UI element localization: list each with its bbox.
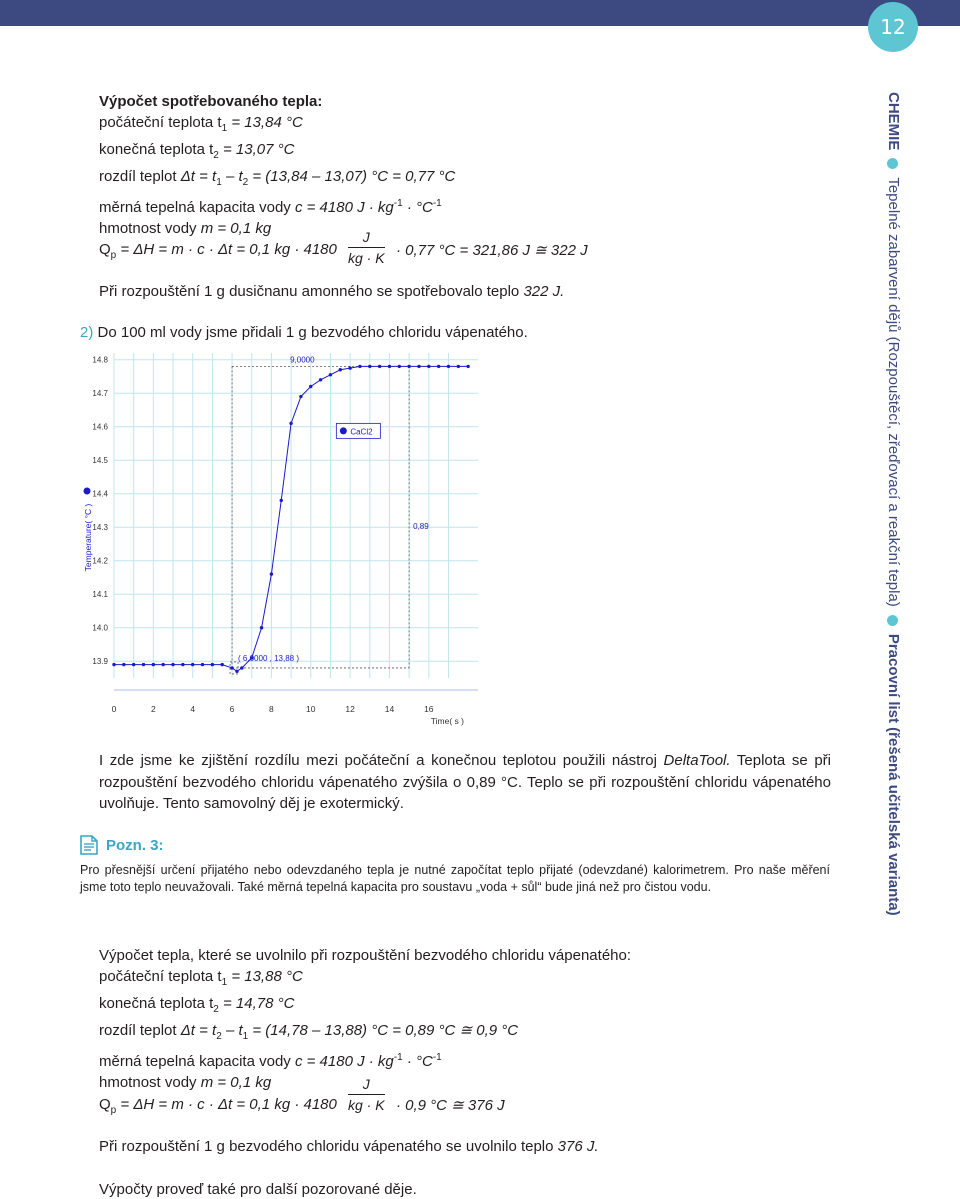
- calc1-conclusion: Při rozpouštění 1 g dusičnanu amonného se spotřebovalo teplo 322 J.: [99, 283, 565, 300]
- y-tick-label: 14.8: [92, 355, 108, 365]
- data-point: [152, 663, 155, 666]
- y-tick-label: 14.7: [92, 389, 108, 399]
- calc1-block: [99, 91, 455, 239]
- chart-background: [80, 345, 482, 727]
- calc2-formula: $Q_p = \Delta H = m \cdot c \cdot \Delta t = 0,1$ kg · 4180: [99, 1096, 337, 1116]
- data-point: [466, 365, 469, 368]
- data-point: [171, 663, 174, 666]
- annotation-diff: 0,89: [413, 522, 429, 532]
- data-point: [240, 666, 243, 669]
- x-tick-label: 10: [306, 704, 316, 714]
- y-tick-label: 14.3: [92, 523, 108, 533]
- data-point: [260, 626, 263, 629]
- annotation-top: 9,0000: [290, 355, 315, 365]
- data-point: [299, 395, 302, 398]
- question-2-number: 2): [80, 324, 94, 341]
- y-tick-label: 14.6: [92, 422, 108, 432]
- x-tick-label: 16: [424, 704, 434, 714]
- data-point: [191, 663, 194, 666]
- note-text: Pro přesnější určení přijatého nebo odevzdaného tepla je nutné započítat teplo přijaté (odevzdané) kalorimetrem. Pro naše měření jsme toto teplo neuvažovali. Také měrná tepelná kapacita pro soustavu „voda + sůl“ bude jiná než pro čistou vodu.: [80, 863, 830, 894]
- x-tick-label: 2: [150, 704, 156, 714]
- annotation-point: ( 6,0000 , 13,88 ): [238, 653, 299, 663]
- calc1-fraction: $\frac{J}{kg \cdot K}$: [348, 229, 385, 266]
- data-point: [368, 365, 371, 368]
- note-icon: [80, 835, 98, 855]
- data-point: [329, 373, 332, 376]
- x-tick-label: 14: [384, 704, 395, 714]
- sidebar-subject: CHEMIE: [885, 92, 902, 151]
- x-tick-label: 4: [190, 704, 196, 714]
- legend-label: CaCl2: [350, 427, 373, 437]
- calc1-heading: Výpočet spotřebovaného tepla:: [99, 93, 323, 110]
- data-point: [437, 365, 440, 368]
- calc2-line1: počáteční teplota $t_1 = 13,88$ °C: [99, 968, 303, 988]
- bullet-icon: [887, 615, 898, 626]
- question-2-text: Do 100 ml vody jsme přidali 1 g bezvodého chloridu vápenatého.: [93, 324, 528, 341]
- x-tick-label: 6: [229, 704, 235, 714]
- calc1-line5: hmotnost vody m = 0,1 kg: [99, 220, 272, 237]
- question-2: [80, 324, 528, 341]
- sidebar-worksheet: Pracovní list (řešená učitelská varianta): [885, 633, 902, 916]
- bullet-icon: [887, 158, 898, 169]
- y-axis-label: Temperature( °C ): [83, 503, 93, 572]
- data-point: [388, 365, 391, 368]
- data-point: [280, 499, 283, 502]
- calc1-line2: konečná teplota $t_2 = 13,07$ °C: [99, 141, 295, 161]
- chart-legend: [336, 423, 380, 438]
- data-point: [358, 365, 361, 368]
- data-point: [427, 365, 430, 368]
- x-axis-label: Time( s ): [430, 716, 464, 726]
- calc2-line2: konečná teplota $t_2 = 14,78$ °C: [99, 995, 295, 1015]
- y-tick-label: 13.9: [92, 657, 108, 667]
- y-tick-label: 14.2: [92, 556, 108, 566]
- x-tick-label: 12: [345, 704, 355, 714]
- data-point: [319, 378, 322, 381]
- x-tick-label: 0: [111, 704, 117, 714]
- calc1-line4: měrná tepelná kapacita vody c = 4180 $J \cdot kg^{-1} \cdot ^\circ C^{-1}$: [99, 198, 442, 216]
- calc2-heading: Výpočet tepla, které se uvolnilo při rozpouštění bezvodého chloridu vápenatého:: [99, 947, 632, 964]
- data-point: [417, 365, 420, 368]
- data-point: [201, 663, 204, 666]
- data-point: [161, 663, 164, 666]
- calc1-formula: $Q_p = \Delta H = m \cdot c \cdot \Delta t = 0,1$ kg · 4180: [99, 241, 337, 261]
- data-point: [142, 663, 145, 666]
- calc2-fraction: $\frac{J}{kg \cdot K}$: [348, 1076, 385, 1113]
- data-point: [230, 666, 233, 669]
- y-tick-label: 14.4: [92, 489, 108, 499]
- y-axis-marker-icon: [84, 488, 91, 495]
- top-bar: [0, 0, 960, 26]
- data-point: [122, 663, 125, 666]
- data-point: [398, 365, 401, 368]
- sidebar: [878, 92, 910, 916]
- calc2-line3: rozdíl teplot $\Delta t = t_2 - t_1 = (14,78 - 13,88) ^\circ C = 0,89$ °C ≅ 0,9 °C: [99, 1022, 519, 1042]
- calc2-line4: měrná tepelná kapacita vody c = 4180 $J \cdot kg^{-1} \cdot ^\circ C^{-1}$: [99, 1052, 442, 1070]
- sidebar-text: [885, 92, 902, 916]
- final-instruction: Výpočty proveď také pro další pozorované děje.: [99, 1181, 417, 1198]
- data-point: [112, 663, 115, 666]
- calc2-block: [99, 945, 631, 1093]
- data-point: [132, 663, 135, 666]
- deltatool-name: DeltaTool.: [663, 752, 731, 769]
- data-point: [181, 663, 184, 666]
- data-point: [378, 365, 381, 368]
- data-point: [235, 670, 238, 673]
- calc2-line5: hmotnost vody m = 0,1 kg: [99, 1074, 272, 1091]
- x-tick-label: 8: [269, 704, 274, 714]
- calc2-formula-result: · 0,9 °C ≅ 376 J: [396, 1097, 505, 1114]
- calc1-formula-result: · 0,77 °C = 321,86 J ≅ 322 J: [396, 242, 588, 259]
- data-point: [447, 365, 450, 368]
- y-tick-label: 14.5: [92, 456, 108, 466]
- data-point: [270, 572, 273, 575]
- calc2-conclusion: Při rozpouštění 1 g bezvodého chloridu vápenatého se uvolnilo teplo 376 J.: [99, 1138, 599, 1155]
- explanation-paragraph: I zde jsme ke zjištění rozdílu mezi počáteční a konečnou teplotou použili nástroj DeltaTool. Teplota se při rozpouštění bezvodého chloridu vápenatého zvýšila o 0,89 °C. Teplo se při rozpouštění chloridu vápenatého uvolňuje. Tento samovolný děj je exotermický.: [99, 752, 831, 812]
- legend-marker-icon: [340, 427, 347, 434]
- data-point: [339, 368, 342, 371]
- y-tick-label: 14.1: [92, 590, 108, 600]
- data-point: [309, 385, 312, 388]
- temperature-chart: [80, 345, 482, 727]
- calc1-line1: počáteční teplota $t_1 = 13,84$ °C: [99, 114, 303, 134]
- data-point: [407, 365, 410, 368]
- calc1-line3: rozdíl teplot $\Delta t = t_1 - t_2 = (13,84 - 13,07) ^\circ C = 0,77$ °C: [99, 168, 456, 188]
- data-point: [457, 365, 460, 368]
- data-point: [348, 366, 351, 369]
- data-point: [211, 663, 214, 666]
- y-tick-label: 14.0: [92, 623, 108, 633]
- data-point: [289, 422, 292, 425]
- page-number-badge: 12: [868, 2, 918, 52]
- note-label: Pozn. 3:: [80, 835, 164, 855]
- sidebar-topic: Tepelné zabarvení dějů (Rozpouštěcí, zřeďovací a reakční tepla): [885, 177, 902, 607]
- data-point: [221, 663, 224, 666]
